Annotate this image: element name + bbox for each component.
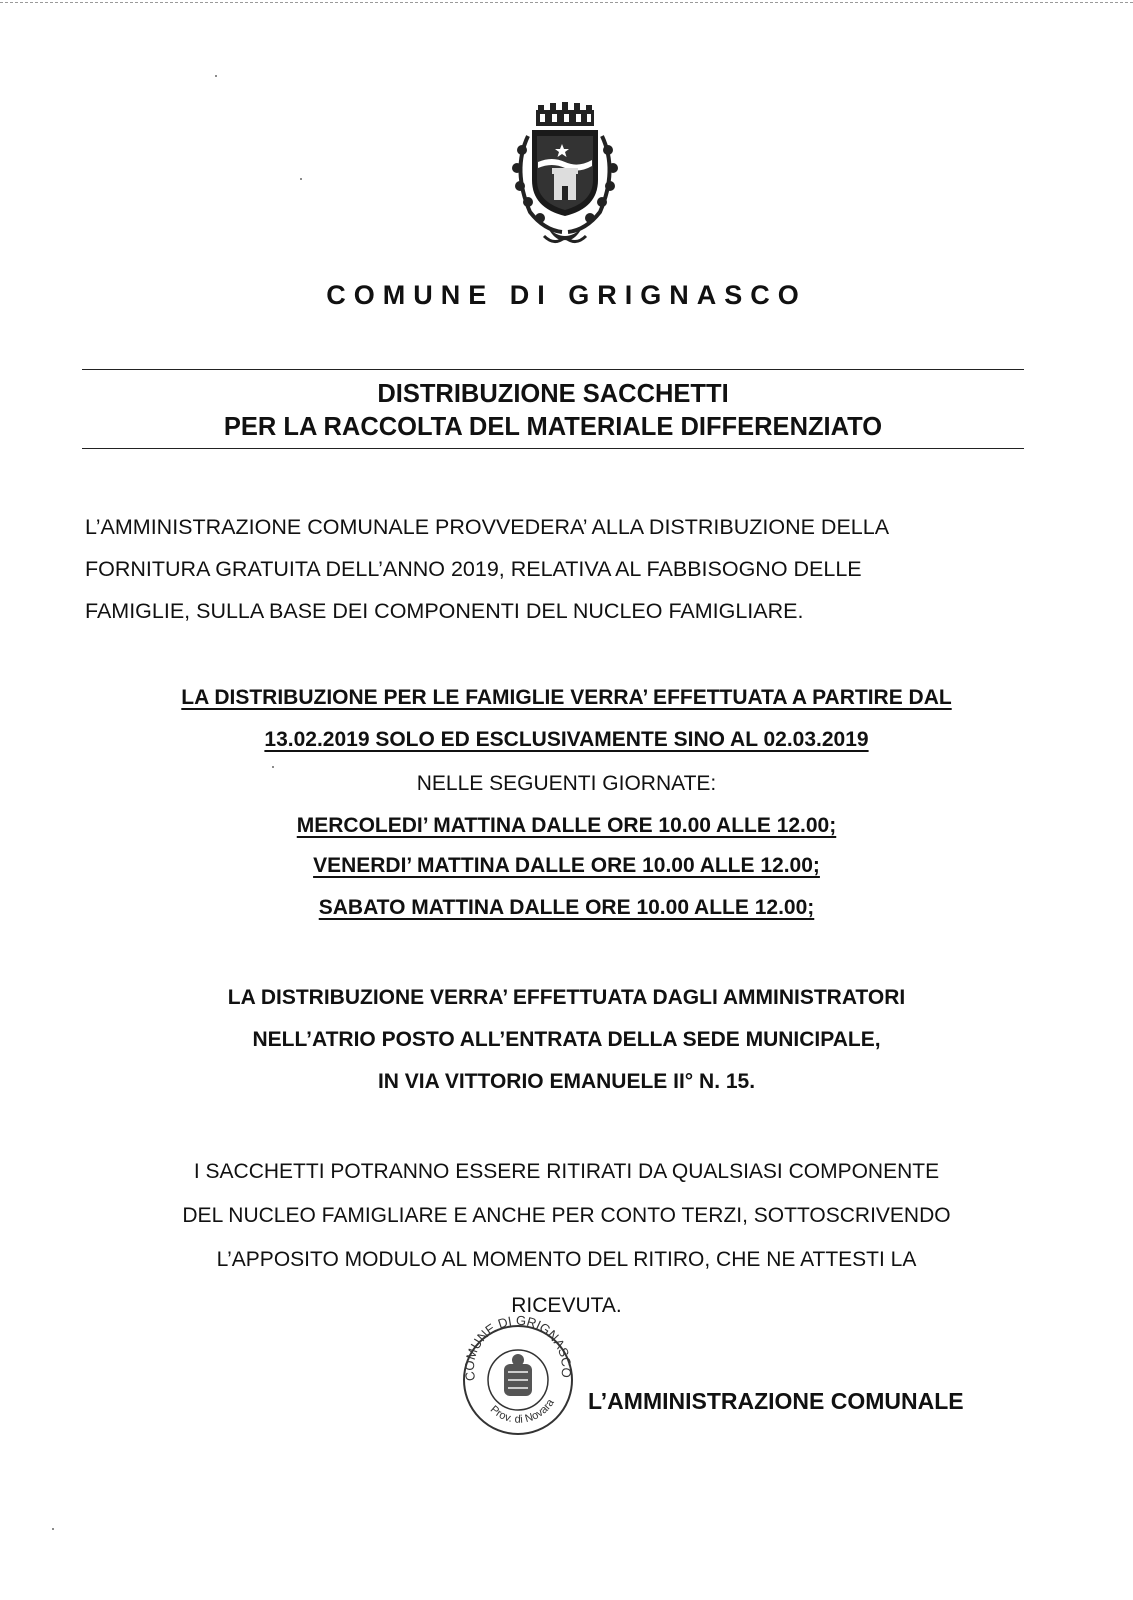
schedule-day-friday: VENERDI’ MATTINA DALLE ORE 10.00 ALLE 12.00; — [313, 854, 820, 877]
signature-line: L’AMMINISTRAZIONE COMUNALE — [588, 1388, 964, 1414]
intro-line-3: FAMIGLIE, SULLA BASE DEI COMPONENTI DEL NUCLEO FAMIGLIARE. — [85, 599, 804, 623]
schedule-period-line-2: 13.02.2019 SOLO ED ESCLUSIVAMENTE SINO AL 02.03.2019 — [264, 728, 869, 751]
notice-title — [82, 378, 1024, 444]
location-line-3: IN VIA VITTORIO EMANUELE II° N. 15. — [377, 1070, 756, 1093]
pickup-line-4: RICEVUTA. — [511, 1294, 622, 1317]
title-bottom-rule — [82, 448, 1024, 449]
schedule-period-line-1: LA DISTRIBUZIONE PER LE FAMIGLIE VERRA’ EFFETTUATA A PARTIRE DAL — [181, 686, 952, 709]
svg-text:Prov. di Novara: Prov. di Novara — [487, 1397, 557, 1426]
intro-line-1: L’AMMINISTRAZIONE COMUNALE PROVVEDERA’ ALLA DISTRIBUZIONE DELLA — [85, 515, 890, 539]
municipal-stamp-icon — [458, 1312, 578, 1442]
location-line-1: LA DISTRIBUZIONE VERRA’ EFFETTUATA DAGLI AMMINISTRATORI — [227, 986, 906, 1009]
pickup-line-1: I SACCHETTI POTRANNO ESSERE RITIRATI DA QUALSIASI COMPONENTE — [193, 1160, 940, 1183]
schedule-day-wednesday: MERCOLEDI’ MATTINA DALLE ORE 10.00 ALLE 12.00; — [296, 814, 837, 837]
town-heading: COMUNE DI GRIGNASCO — [326, 280, 807, 310]
title-line-1: DISTRIBUZIONE SACCHETTI — [377, 380, 729, 408]
scan-speck — [52, 1528, 54, 1530]
intro-line-2: FORNITURA GRATUITA DELL’ANNO 2019, RELATIVA AL FABBISOGNO DELLE — [85, 557, 862, 581]
schedule-days-intro: NELLE SEGUENTI GIORNATE: — [416, 772, 717, 795]
intro-paragraph — [85, 506, 1045, 632]
scan-speck — [215, 75, 217, 77]
pickup-line-2: DEL NUCLEO FAMIGLIARE E ANCHE PER CONTO TERZI, SOTTOSCRIVENDO — [182, 1204, 951, 1227]
crest-icon — [504, 100, 626, 248]
title-top-rule — [82, 369, 1024, 370]
pickup-line-3: L’APPOSITO MODULO AL MOMENTO DEL RITIRO, CHE NE ATTESTI LA — [216, 1248, 917, 1271]
title-line-2: PER LA RACCOLTA DEL MATERIALE DIFFERENZIATO — [223, 413, 883, 441]
scan-speck — [272, 766, 274, 768]
scan-speck — [300, 178, 302, 180]
location-line-2: NELL’ATRIO POSTO ALL’ENTRATA DELLA SEDE MUNICIPALE, — [252, 1028, 881, 1051]
schedule-day-saturday: SABATO MATTINA DALLE ORE 10.00 ALLE 12.00; — [318, 896, 815, 919]
scan-edge-line — [0, 2, 1133, 3]
svg-text:COMUNE DI GRIGNASCO: COMUNE DI GRIGNASCO — [461, 1312, 575, 1383]
